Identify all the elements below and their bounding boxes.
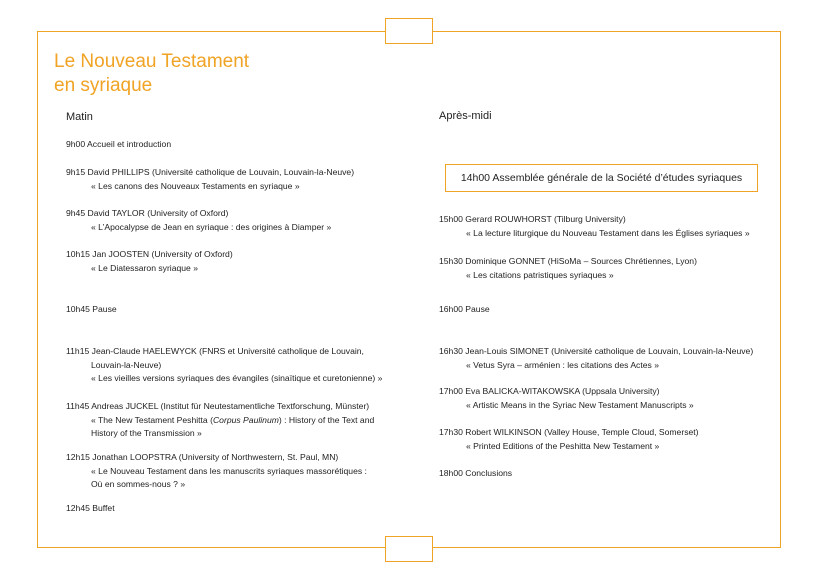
item-talk: « Le Nouveau Testament dans les manuscrits syriaques massorétiques : — [91, 465, 367, 476]
schedule-item — [66, 303, 117, 317]
item-talk: « Artistic Means in the Syriac New Testament Manuscripts » — [466, 399, 694, 410]
schedule-item — [66, 207, 331, 234]
item-talk: « Les citations patristiques syriaques » — [466, 269, 614, 280]
item-speaker: David PHILLIPS (Université catholique de Louvain, Louvain-la-Neuve) — [87, 167, 355, 177]
frame-tab-top — [385, 18, 433, 44]
item-text: Conclusions — [465, 468, 513, 478]
item-talk-cont: Où en sommes-nous ? » — [91, 479, 186, 490]
item-time: 11h15 — [66, 346, 90, 356]
item-speaker: Robert WILKINSON (Valley House, Temple Cloud, Somerset) — [465, 427, 699, 437]
schedule-item — [439, 255, 697, 282]
title-line-2: en syriaque — [54, 75, 153, 96]
schedule-item — [66, 400, 374, 441]
item-speaker: Jonathan LOOPSTRA (University of Northwestern, St. Paul, MN) — [92, 452, 339, 462]
item-talk-italic: Corpus Paulinum — [212, 414, 279, 425]
item-time: 10h45 — [66, 304, 90, 314]
item-time: 11h45 — [66, 401, 90, 411]
item-talk: « Printed Editions of the Peshitta New Testament » — [466, 440, 660, 451]
item-speaker: Eva BALICKA-WITAKOWSKA (Uppsala University) — [465, 386, 660, 396]
item-time: 16h00 — [439, 304, 463, 314]
afternoon-heading: Après-midi — [439, 110, 492, 122]
item-talk: « Les vieilles versions syriaques des évangiles (sinaïtique et curetonienne) » — [91, 373, 383, 384]
item-time: 15h00 — [439, 214, 463, 224]
schedule-item — [66, 138, 171, 152]
item-talk: « La lecture liturgique du Nouveau Testament dans les Églises syriaques » — [466, 227, 750, 238]
item-talk-part: « The New Testament Peshitta ( — [91, 414, 213, 425]
item-text: Buffet — [92, 503, 115, 513]
item-talk — [66, 414, 374, 428]
item-time: 9h15 — [66, 167, 86, 177]
item-speaker: Jean-Claude HAELEWYCK (FNRS et Université catholique de Louvain, — [91, 346, 364, 356]
schedule-item — [439, 345, 753, 372]
schedule-item — [66, 451, 367, 492]
item-speaker-cont: Louvain-la-Neuve) — [91, 359, 162, 370]
item-speaker: Jean-Louis SIMONET (Université catholique de Louvain, Louvain-la-Neuve) — [465, 346, 754, 356]
item-time: 15h30 — [439, 256, 463, 266]
page-title — [54, 50, 249, 98]
item-text: Accueil et introduction — [87, 139, 172, 149]
schedule-item — [439, 467, 512, 481]
item-time: 9h00 — [66, 139, 86, 149]
item-speaker: Gerard ROUWHORST (Tilburg University) — [465, 214, 626, 224]
item-time: 16h30 — [439, 346, 463, 356]
assembly-box: 14h00 Assemblée générale de la Société d’études syriaques — [445, 164, 758, 192]
schedule-item — [66, 345, 382, 386]
item-time: 17h00 — [439, 386, 463, 396]
item-speaker: Jan JOOSTEN (University of Oxford) — [92, 249, 233, 259]
item-speaker: Dominique GONNET (HiSoMa – Sources Chrétiennes, Lyon) — [465, 256, 697, 266]
frame-tab-bottom — [385, 536, 433, 562]
schedule-item — [66, 248, 233, 275]
schedule-item — [439, 426, 699, 453]
item-time: 18h00 — [439, 468, 463, 478]
item-talk: « L’Apocalypse de Jean en syriaque : des origines à Diamper » — [91, 221, 332, 232]
schedule-item — [439, 385, 694, 412]
schedule-item — [66, 502, 115, 516]
item-text: Pause — [465, 304, 490, 314]
item-speaker: David TAYLOR (University of Oxford) — [87, 208, 229, 218]
item-talk-cont: History of the Transmission » — [91, 428, 202, 439]
title-line-1: Le Nouveau Testament — [54, 51, 250, 72]
item-text: Pause — [92, 304, 117, 314]
item-time: 10h15 — [66, 249, 90, 259]
item-time: 12h15 — [66, 452, 90, 462]
item-talk-part: ) : History of the Text and — [278, 414, 375, 425]
morning-heading: Matin — [66, 111, 93, 123]
schedule-item — [439, 213, 750, 240]
item-time: 12h45 — [66, 503, 90, 513]
item-talk: « Le Diatessaron syriaque » — [91, 262, 199, 273]
item-speaker: Andreas JUCKEL (Institut für Neutestamentliche Textforschung, Münster) — [91, 401, 370, 411]
item-time: 17h30 — [439, 427, 463, 437]
item-talk: « Vetus Syra – arménien : les citations des Actes » — [466, 359, 659, 370]
schedule-item — [439, 303, 490, 317]
item-time: 9h45 — [66, 208, 86, 218]
schedule-item — [66, 166, 354, 193]
item-talk: « Les canons des Nouveaux Testaments en syriaque » — [91, 180, 300, 191]
